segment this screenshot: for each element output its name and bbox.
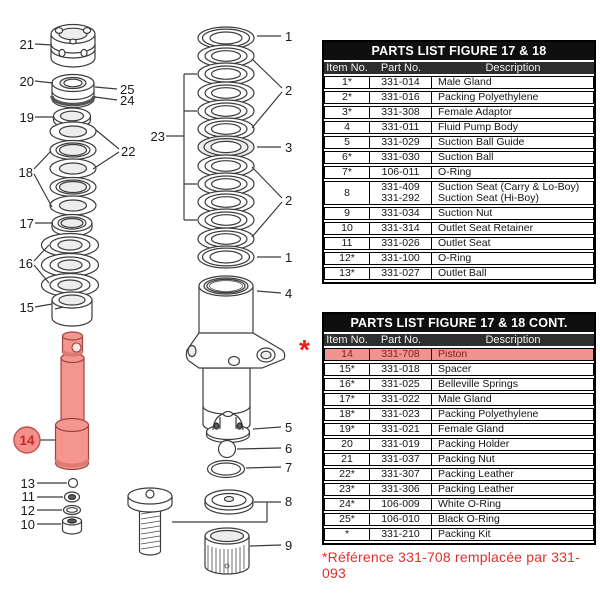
cell-item-no: *	[324, 528, 370, 541]
cell-part-no: 331-016	[370, 91, 432, 104]
table-row	[324, 498, 594, 511]
part-1-2-3-23-packing-stack	[198, 27, 254, 268]
parts-table-1-grid	[324, 60, 594, 282]
part-11-seat	[65, 492, 80, 502]
cell-item-no: 10	[324, 222, 370, 235]
cell-part-no: 331-019	[370, 438, 432, 451]
cell-description: Packing Kit	[432, 528, 594, 541]
cell-description: Suction Ball Guide	[432, 136, 594, 149]
table-row	[324, 222, 594, 235]
cell-part-no: 331-011	[370, 121, 432, 134]
callout-24: 24	[120, 93, 135, 108]
table-row	[324, 166, 594, 179]
part-16-belleville-springs	[42, 234, 99, 297]
cell-description: O-Ring	[432, 252, 594, 265]
replacement-note: *Référence 331-708 remplacée par 331-093	[322, 549, 580, 581]
cell-part-no: 331-306	[370, 483, 432, 496]
column-header: Description	[432, 334, 594, 346]
cell-description: Packing Polyethylene	[432, 91, 594, 104]
cell-description: Black O-Ring	[432, 513, 594, 526]
cell-item-no: 17*	[324, 393, 370, 406]
part-13-ball	[69, 479, 78, 488]
part-12-oring	[64, 506, 81, 515]
part-9-suction-nut	[205, 528, 249, 574]
part-10-retainer	[63, 517, 82, 534]
callout-9: 9	[285, 538, 293, 553]
table-header-row	[324, 62, 594, 74]
cell-part-no: 331-409 331-292	[370, 181, 432, 205]
cell-part-no: 331-029	[370, 136, 432, 149]
cell-description: Belleville Springs	[432, 378, 594, 391]
cell-item-no: 3*	[324, 106, 370, 119]
callout-2-bottom: 2	[285, 193, 293, 208]
callout-1-top: 1	[285, 29, 293, 44]
cell-item-no: 6*	[324, 151, 370, 164]
cell-part-no: 106-011	[370, 166, 432, 179]
cell-description: O-Ring	[432, 166, 594, 179]
table-row	[324, 363, 594, 376]
cell-part-no: 331-021	[370, 423, 432, 436]
cell-item-no: 11	[324, 237, 370, 250]
part-21-packing-nut	[51, 25, 95, 68]
cell-description: Male Gland	[432, 76, 594, 89]
cell-part-no: 106-009	[370, 498, 432, 511]
part-18-22-packing-stack	[50, 122, 96, 215]
table-row	[324, 207, 594, 220]
cell-item-no: 22*	[324, 468, 370, 481]
cell-item-no: 7*	[324, 166, 370, 179]
cell-item-no: 24*	[324, 498, 370, 511]
highlight-asterisk: *	[299, 334, 310, 365]
part-6-suction-ball	[219, 441, 236, 458]
cell-part-no: 331-034	[370, 207, 432, 220]
cell-description: Outlet Seat	[432, 237, 594, 250]
cell-part-no: 331-708	[370, 348, 432, 361]
cell-description: White O-Ring	[432, 498, 594, 511]
column-header: Description	[432, 62, 594, 74]
cell-description: Packing Nut	[432, 453, 594, 466]
table-row	[324, 423, 594, 436]
table-row	[324, 121, 594, 134]
cell-part-no: 106-010	[370, 513, 432, 526]
column-header: Item No.	[324, 62, 370, 74]
callout-3: 3	[285, 140, 293, 155]
cell-description: Packing Leather	[432, 468, 594, 481]
table-row	[324, 453, 594, 466]
cell-item-no: 23*	[324, 483, 370, 496]
cell-item-no: 20	[324, 438, 370, 451]
cell-item-no: 12*	[324, 252, 370, 265]
cell-item-no: 21	[324, 453, 370, 466]
table-row	[324, 348, 594, 361]
cell-part-no: 331-210	[370, 528, 432, 541]
table-title-cont: PARTS LIST FIGURE 17 & 18 CONT.	[324, 314, 594, 332]
callout-13: 13	[20, 476, 35, 491]
cell-part-no: 331-014	[370, 76, 432, 89]
cell-item-no: 5	[324, 136, 370, 149]
cell-part-no: 331-022	[370, 393, 432, 406]
callout-11: 11	[21, 489, 35, 504]
table-row	[324, 513, 594, 526]
callout-8: 8	[285, 494, 293, 509]
part-8-suction-seat-bolt	[128, 488, 172, 555]
callout-1-bottom: 1	[285, 250, 293, 265]
cell-part-no: 331-308	[370, 106, 432, 119]
table-row	[324, 106, 594, 119]
callout-22: 22	[121, 144, 136, 159]
cell-item-no: 1*	[324, 76, 370, 89]
callout-5: 5	[285, 420, 293, 435]
cell-description: Packing Leather	[432, 483, 594, 496]
cell-part-no: 331-307	[370, 468, 432, 481]
cell-item-no: 9	[324, 207, 370, 220]
cell-item-no: 14	[324, 348, 370, 361]
callout-21: 21	[19, 37, 34, 52]
cell-description: Suction Seat (Carry & Lo-Boy) Suction Seat (Hi-Boy)	[432, 181, 594, 205]
table-row	[324, 136, 594, 149]
cell-description: Suction Ball	[432, 151, 594, 164]
cell-item-no: 8	[324, 181, 370, 205]
cell-item-no: 4	[324, 121, 370, 134]
table-row	[324, 393, 594, 406]
cell-description: Suction Nut	[432, 207, 594, 220]
cell-part-no: 331-037	[370, 453, 432, 466]
cell-part-no: 331-100	[370, 252, 432, 265]
cell-description: Packing Polyethylene	[432, 408, 594, 421]
callout-7: 7	[285, 460, 293, 475]
cell-part-no: 331-026	[370, 237, 432, 250]
table-header-row	[324, 334, 594, 346]
table-row	[324, 76, 594, 89]
callout-17: 17	[19, 216, 34, 231]
table-row	[324, 528, 594, 541]
callout-10: 10	[20, 517, 35, 532]
part-14-piston	[56, 332, 89, 470]
callout-16: 16	[18, 256, 33, 271]
cell-description: Outlet Ball	[432, 267, 594, 280]
column-header: Item No.	[324, 334, 370, 346]
cell-item-no: 16*	[324, 378, 370, 391]
parts-table-fig17-18	[322, 40, 596, 284]
column-header: Part No.	[370, 62, 432, 74]
cell-description: Fluid Pump Body	[432, 121, 594, 134]
table-row	[324, 237, 594, 250]
column-header: Part No.	[370, 334, 432, 346]
part-17-gland-ring	[52, 215, 92, 236]
callout-2-top: 2	[285, 83, 293, 98]
part-4-fluid-pump-body	[186, 276, 284, 432]
cell-part-no: 331-025	[370, 378, 432, 391]
part-8-suction-seat-disc	[205, 490, 253, 514]
cell-item-no: 18*	[324, 408, 370, 421]
cell-part-no: 331-023	[370, 408, 432, 421]
cell-description: Female Gland	[432, 423, 594, 436]
table-row	[324, 408, 594, 421]
callout-23: 23	[150, 129, 165, 144]
cell-description: Male Gland	[432, 393, 594, 406]
cell-description: Spacer	[432, 363, 594, 376]
cell-item-no: 2*	[324, 91, 370, 104]
table-title: PARTS LIST FIGURE 17 & 18	[324, 42, 594, 60]
cell-part-no: 331-314	[370, 222, 432, 235]
cell-description: Female Adaptor	[432, 106, 594, 119]
cell-item-no: 15*	[324, 363, 370, 376]
callout-4: 4	[285, 286, 293, 301]
callout-18: 18	[18, 165, 33, 180]
table-row	[324, 252, 594, 265]
callout-25: 25	[120, 82, 135, 97]
cell-part-no: 331-030	[370, 151, 432, 164]
cell-description: Piston	[432, 348, 594, 361]
part-15-spacer	[52, 292, 92, 326]
callout-12: 12	[20, 503, 35, 518]
cell-description: Packing Holder	[432, 438, 594, 451]
table-row	[324, 468, 594, 481]
callout-19: 19	[19, 110, 34, 125]
callout-14: 14	[19, 433, 35, 448]
table-row	[324, 378, 594, 391]
callout-6: 6	[285, 441, 293, 456]
parts-table-fig17-18-cont	[322, 312, 596, 545]
table-row	[324, 91, 594, 104]
callout-20: 20	[19, 74, 34, 89]
table-row	[324, 483, 594, 496]
table-row	[324, 151, 594, 164]
cell-item-no: 19*	[324, 423, 370, 436]
table-row	[324, 438, 594, 451]
cell-part-no: 331-027	[370, 267, 432, 280]
cell-description: Outlet Seat Retainer	[432, 222, 594, 235]
parts-table-2-grid	[324, 332, 594, 543]
cell-part-no: 331-018	[370, 363, 432, 376]
table-row	[324, 181, 594, 205]
callout-15: 15	[19, 300, 34, 315]
part-7-oring	[208, 461, 245, 478]
table-row	[324, 267, 594, 280]
cell-item-no: 13*	[324, 267, 370, 280]
cell-item-no: 25*	[324, 513, 370, 526]
part-20-packing-holder-with-orings	[52, 75, 94, 108]
